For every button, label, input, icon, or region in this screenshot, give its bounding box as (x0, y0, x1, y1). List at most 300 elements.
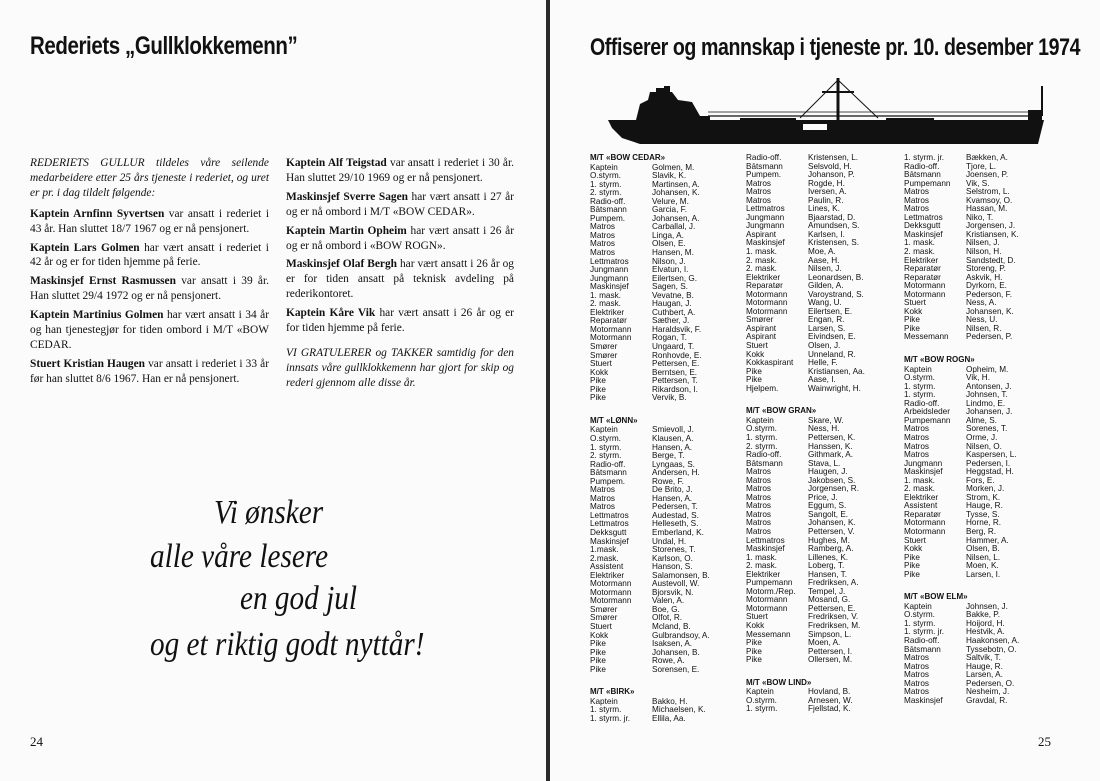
crew-role: Motorm./Rep. (746, 587, 796, 596)
crew-role: Messemann (904, 333, 949, 342)
crew-name: Nilsen, R. (966, 324, 1002, 333)
crew-row (904, 171, 1054, 180)
crew-row (904, 333, 1054, 342)
person-name: Stuert Kristian Haugen (30, 357, 145, 370)
crew-name: Eilertsen, G. (652, 274, 698, 283)
crew-name: Undal, H. (652, 537, 687, 546)
crew-row (590, 309, 740, 318)
crew-role: Jungmann (904, 459, 943, 468)
crew-row (904, 282, 1054, 291)
crew-name: Selstrom, L. (966, 188, 1010, 197)
crew-name: Nesheim, J. (966, 688, 1010, 697)
crew-row (746, 333, 896, 342)
crew-row (746, 571, 896, 580)
crew-name: Vevatne, B. (652, 291, 694, 300)
crew-name: Iversen, A. (808, 188, 847, 197)
crew-role: O.styrm. (746, 696, 777, 705)
crew-row (590, 706, 740, 715)
crew-row (746, 376, 896, 385)
crew-row (904, 688, 1054, 697)
crew-name: Kristensen, L. (808, 154, 859, 162)
crew-row (590, 240, 740, 249)
crew-row (590, 360, 740, 369)
crew-name: Olsen, E. (652, 240, 686, 249)
crew-role: Matros (904, 433, 930, 442)
crew-row (904, 571, 1054, 580)
crew-name: Skare, W. (808, 416, 844, 425)
crew-row (904, 257, 1054, 266)
crew-role: Stuert (590, 622, 612, 631)
article-column-1 (30, 156, 269, 391)
crew-name: Jorgensen, R. (808, 485, 859, 494)
crew-role: Maskinsjef (746, 545, 785, 554)
crew-name: Hughes, M. (808, 536, 850, 545)
article-closing: VI GRATULERER og TAKKER samtidig for den innsats våre gullklokkemenn har gjort for skip og rederi gjennom alle disse år. (286, 346, 514, 389)
crew-role: Maskinsjef (746, 239, 785, 248)
person-name: Kaptein Alf Teigstad (286, 157, 387, 169)
crew-row (590, 435, 740, 444)
person-name: Kaptein Kåre Vik (286, 307, 376, 320)
crew-name: Morken, J. (966, 485, 1005, 494)
crew-row (904, 299, 1054, 308)
article-paragraph (30, 274, 269, 304)
crew-role: Pike (590, 377, 606, 386)
crew-name: Olsen, B. (966, 545, 1000, 554)
crew-role: 2.mask. (590, 554, 619, 563)
crew-row (746, 197, 896, 206)
ship-crew-block (904, 593, 1054, 705)
crew-role: Pumpemann (904, 179, 951, 188)
crew-row (746, 631, 896, 640)
crew-role: Kokk (746, 350, 765, 359)
crew-name: Berge, T. (652, 452, 685, 461)
crew-role: Pike (590, 657, 606, 666)
crew-name: Nilson, J. (652, 257, 686, 266)
crew-role: Motormann (590, 325, 632, 334)
crew-role: Reparatør (746, 282, 783, 291)
person-service-text: har vært ansatt i rederiet i 42 år og er for tiden hjemme på ferie. (30, 241, 269, 269)
crew-row (590, 266, 740, 275)
crew-row (904, 163, 1054, 172)
crew-role: 1. styrm. (590, 706, 622, 715)
crew-row (904, 443, 1054, 452)
crew-name: Sagen, S. (652, 283, 688, 292)
crew-name: Bakke, P. (966, 611, 1000, 620)
crew-row (746, 274, 896, 283)
crew-name: Varoystrand, S. (808, 290, 864, 299)
crew-row (746, 477, 896, 486)
crew-row (904, 680, 1054, 689)
crew-name: Olsen, J. (808, 342, 841, 351)
crew-role: 2. mask. (904, 248, 935, 257)
crew-row (904, 417, 1054, 426)
crew-row (746, 579, 896, 588)
crew-name: Slavik, K. (652, 172, 687, 181)
crew-name: Aase, I. (808, 376, 836, 385)
crew-role: Matros (590, 223, 616, 232)
crew-name: Hanson, S. (652, 563, 693, 572)
crew-row (590, 352, 740, 361)
crew-name: Andersen, H. (652, 469, 700, 478)
crew-role: Båtsmann (590, 469, 627, 478)
crew-row (590, 495, 740, 504)
crew-name: Kristensen, S. (808, 239, 859, 248)
crew-row (746, 545, 896, 554)
crew-name: Johansen, K. (966, 307, 1014, 316)
crew-name: Alme, S. (966, 416, 997, 425)
crew-role: Reparatør (904, 265, 941, 274)
crew-row (746, 605, 896, 614)
crew-row (590, 589, 740, 598)
crew-role: Elektriker (904, 493, 939, 502)
crew-name: Leonardsen, B. (808, 273, 864, 282)
crew-row (904, 408, 1054, 417)
crew-row (904, 239, 1054, 248)
crew-row (746, 562, 896, 571)
crew-role: Reparatør (904, 273, 941, 282)
crew-role: 1. styrm. (904, 382, 936, 391)
crew-row (746, 231, 896, 240)
crew-row (590, 444, 740, 453)
crew-name: Nilsen, O. (966, 442, 1002, 451)
crew-role: Matros (746, 468, 772, 477)
crew-name: Olfot, R. (652, 614, 683, 623)
crew-role: Radio-off. (746, 451, 782, 460)
crew-name: Bjaarstad, D. (808, 213, 856, 222)
crew-role: 2. styrm. (590, 189, 622, 198)
crew-row (904, 308, 1054, 317)
crew-row (590, 189, 740, 198)
crew-name: Nilsen, J. (966, 239, 1000, 248)
ship-name: M/T «BOW ELM» (904, 592, 968, 602)
crew-role: Matros (904, 451, 930, 460)
crew-role: Maskinsjef (590, 537, 629, 546)
crew-row (590, 478, 740, 487)
crew-role: Jungmann (590, 274, 629, 283)
crew-row (904, 554, 1054, 563)
crew-role: Motormann (746, 596, 788, 605)
crew-row (904, 528, 1054, 537)
crew-row (904, 248, 1054, 257)
crew-role: Motormann (590, 580, 632, 589)
crew-name: Moen, A. (808, 639, 841, 648)
ship-crew-block (590, 154, 740, 403)
crew-name: Johansen, J. (966, 408, 1013, 417)
crew-role: Jungmann (590, 266, 629, 275)
crew-name: Hansen, T. (808, 570, 847, 579)
ship-crew-block (746, 679, 896, 714)
crew-name: Simpson, L. (808, 630, 852, 639)
crew-role: Stuert (746, 342, 768, 351)
person-service-text: har vært ansatt i 26 år og er for tiden ansatt på teknisk avdeling på rederikontoret. (286, 258, 514, 301)
crew-row (590, 666, 740, 675)
crew-name: Eggum, S. (808, 502, 847, 511)
crew-row (904, 628, 1054, 637)
crew-name: Berntsen, E. (652, 368, 698, 377)
crew-name: Tjore, L. (966, 162, 997, 171)
crew-name: Karlson, O. (652, 554, 693, 563)
crew-role: Matros (746, 527, 772, 536)
crew-name: Jorgensen, J. (966, 222, 1016, 231)
crew-role: Båtsmann (746, 459, 783, 468)
crew-role: Matros (590, 249, 616, 258)
crew-role: Matros (904, 671, 930, 680)
crew-role: Matros (746, 493, 772, 502)
crew-row (904, 434, 1054, 443)
crew-name: Audestad, S. (652, 511, 699, 520)
crew-role: Messemann (746, 630, 791, 639)
crew-role: 1. styrm. (746, 433, 778, 442)
crew-name: Hestvik, A. (966, 628, 1005, 637)
crew-name: Mcland, B. (652, 622, 691, 631)
crew-row (590, 377, 740, 386)
crew-row (590, 632, 740, 641)
crew-role: 2. mask. (904, 485, 935, 494)
crew-row (904, 197, 1054, 206)
crew-role: Matros (746, 510, 772, 519)
crew-role: Motormann (904, 290, 946, 299)
crew-role: Matros (904, 654, 930, 663)
crew-role: O.styrm. (590, 434, 621, 443)
crew-row (746, 308, 896, 317)
crew-name: Heggstad, H. (966, 468, 1014, 477)
crew-name: Hassan, M. (966, 205, 1008, 214)
crew-role: 2. mask. (746, 265, 777, 274)
crew-name: Moe, A. (808, 248, 836, 257)
crew-role: Lettmatros (746, 205, 785, 214)
crew-row (590, 394, 740, 403)
crew-role: Matros (590, 486, 616, 495)
crew-role: Pumpem. (746, 171, 782, 180)
crew-role: Matros (746, 188, 772, 197)
crew-role: Elektriker (746, 570, 781, 579)
crew-role: Matros (746, 485, 772, 494)
crew-role: Pike (904, 570, 920, 579)
left-page (0, 0, 548, 781)
crew-name: Eilertsen, E. (808, 307, 853, 316)
crew-row (904, 637, 1054, 646)
greeting-line-2: alle våre lesere (150, 538, 329, 575)
crew-name: Valen, A. (652, 597, 685, 606)
person-name: Maskinsjef Sverre Sagen (286, 190, 409, 203)
right-page-title: Offiserer og mannskap i tjeneste pr. 10. desember 1974 (590, 34, 1081, 61)
crew-role: Smører (590, 605, 618, 614)
crew-name: Pettersen, V. (808, 527, 855, 536)
person-name: Kaptein Lars Golmen (30, 241, 140, 254)
crew-role: 2. styrm. (746, 442, 778, 451)
crew-row (746, 171, 896, 180)
crew-role: Dekksgutt (590, 528, 627, 537)
crew-name: Pettersen, T. (652, 377, 698, 386)
crew-name: Nilson, H. (966, 248, 1002, 257)
crew-name: Gulbrandsoy, A. (652, 631, 710, 640)
crew-role: Reparatør (590, 317, 627, 326)
crew-row (590, 657, 740, 666)
crew-role: Motormann (904, 527, 946, 536)
crew-role: Matros (746, 179, 772, 188)
crew-name: Rikardson, I. (652, 385, 698, 394)
crew-row (746, 154, 896, 163)
crew-name: Ellila, Aa. (652, 714, 686, 723)
crew-name: Nilsen, J. (808, 265, 842, 274)
crew-role: Båtsmann (746, 162, 783, 171)
crew-role: Jungmann (746, 222, 785, 231)
crew-role: Båtsmann (904, 645, 941, 654)
crew-name: Rogan, T. (652, 334, 687, 343)
crew-row (590, 503, 740, 512)
page-number-left: 24 (30, 734, 43, 749)
crew-name: Hauge, R. (966, 502, 1003, 511)
crew-row (904, 485, 1054, 494)
crew-row (746, 596, 896, 605)
crew-row (746, 519, 896, 528)
crew-name: Michaelsen, K. (652, 706, 706, 715)
crew-row (746, 299, 896, 308)
crew-name: Johansen, K. (652, 189, 700, 198)
crew-role: 1. mask. (904, 239, 935, 248)
person-service-text: var ansatt i 39 år. Han sluttet 29/4 1972 og er nå pensjonert. (30, 275, 269, 303)
crew-role: Elektriker (590, 308, 625, 317)
crew-row (590, 258, 740, 267)
person-service-text: var ansatt i rederiet i 43 år. Han sluttet 18/7 1967 og er nå pensjonert. (30, 207, 269, 235)
crew-role: Elektriker (904, 256, 939, 265)
ship-crew-block (746, 154, 896, 393)
crew-role: Dekksgutt (904, 222, 941, 231)
crew-row (590, 623, 740, 632)
article-paragraph (30, 207, 269, 237)
crew-role: Matros (590, 494, 616, 503)
crew-role: Motormann (904, 282, 946, 291)
crew-row (904, 400, 1054, 409)
crew-name: Johanson, P. (808, 171, 855, 180)
crew-row (590, 486, 740, 495)
crew-name: Vik, S. (966, 179, 990, 188)
crew-name: Price, J. (808, 493, 838, 502)
crew-role: Pike (904, 324, 920, 333)
crew-name: Lines, K. (808, 205, 840, 214)
crew-role: Radio-off. (746, 154, 782, 162)
crew-role: Elektriker (590, 571, 625, 580)
crew-row (590, 164, 740, 173)
crew-name: Tempel, J. (808, 587, 846, 596)
crew-name: Martinsen, A. (652, 180, 700, 189)
crew-role: Elektriker (746, 273, 781, 282)
crew-row (746, 511, 896, 520)
crew-role: Pike (746, 639, 762, 648)
crew-row (904, 611, 1054, 620)
crew-role: Matros (746, 196, 772, 205)
crew-role: Kokk (590, 368, 609, 377)
crew-name: Vik, H. (966, 374, 990, 383)
crew-name: Sangolt, E. (808, 510, 849, 519)
crew-name: Sorenes, T. (966, 425, 1008, 434)
crew-name: Moen, K. (966, 562, 999, 571)
crew-name: Githmark, A. (808, 451, 854, 460)
crew-role: Pike (590, 394, 606, 403)
crew-row (904, 477, 1054, 486)
crew-name: Joensen, P. (966, 171, 1009, 180)
person-name: Kaptein Martinius Golmen (30, 309, 164, 322)
crew-row (746, 265, 896, 274)
crew-role: 1. styrm. (904, 391, 936, 400)
crew-role: Matros (746, 476, 772, 485)
crew-role: Matros (904, 442, 930, 451)
crew-role: Aspirant (746, 230, 777, 239)
crew-name: Ness, A. (966, 299, 997, 308)
crew-row (904, 188, 1054, 197)
crew-name: Larsen, I. (966, 570, 1001, 579)
crew-name: Wang, U. (808, 299, 842, 308)
crew-row (746, 222, 896, 231)
crew-row (904, 425, 1054, 434)
crew-name: Larsen, A. (966, 671, 1003, 680)
crew-row (590, 369, 740, 378)
crew-row (746, 188, 896, 197)
crew-role: Pike (904, 553, 920, 562)
crew-row (590, 649, 740, 658)
crew-row (746, 613, 896, 622)
crew-row (746, 368, 896, 377)
crew-row (904, 697, 1054, 706)
crew-name: Velure, M. (652, 197, 689, 206)
crew-name: Loberg, T. (808, 562, 845, 571)
crew-row (904, 545, 1054, 554)
crew-row (746, 325, 896, 334)
crew-role: Matros (904, 679, 930, 688)
crew-row (904, 291, 1054, 300)
crew-name: Hansen, A. (652, 443, 693, 452)
crew-row (904, 562, 1054, 571)
crew-role: 1. mask. (746, 553, 777, 562)
ship-crew-block (746, 407, 896, 664)
crew-role: Kokk (904, 307, 923, 316)
crew-name: Sæther, J. (652, 317, 690, 326)
crew-role: Pike (590, 385, 606, 394)
crew-name: Opheim, M. (966, 365, 1009, 374)
crew-name: Hoijord, H. (966, 619, 1005, 628)
crew-row (590, 572, 740, 581)
crew-row (904, 603, 1054, 612)
crew-role: Maskinsjef (904, 696, 943, 705)
crew-row (590, 198, 740, 207)
crew-name: Nilsen, L. (966, 553, 1001, 562)
crew-row (746, 434, 896, 443)
crew-role: Jungmann (746, 213, 785, 222)
crew-name: Hansen, M. (652, 249, 694, 258)
crew-row (904, 265, 1054, 274)
crew-name: Bakko, H. (652, 697, 688, 706)
crew-name: Garcia, F. (652, 206, 688, 215)
crew-row (746, 239, 896, 248)
crew-role: O.styrm. (746, 425, 777, 434)
crew-name: Pederson, F. (966, 290, 1012, 299)
person-service-text: var ansatt i rederiet i 30 år. Han sluttet 29/10 1969 og er nå pensjonert. (286, 157, 515, 184)
crew-role: Matros (590, 240, 616, 249)
crew-name: Linga, A. (652, 231, 684, 240)
crew-name: Cuthbert, A. (652, 308, 696, 317)
crew-row (904, 646, 1054, 655)
crew-role: Hjelpem. (746, 384, 779, 393)
crew-name: Isaksen, A. (652, 640, 693, 649)
crew-role: Pike (746, 656, 762, 665)
crew-name: Berg, R. (966, 527, 997, 536)
crew-role: Kokk (904, 545, 923, 554)
ship-name: M/T «BOW CEDAR» (590, 153, 666, 162)
crew-name: Gravdal, R. (966, 696, 1008, 705)
crew-column-1 (590, 154, 740, 737)
crew-name: Smievoll, J. (652, 426, 694, 435)
crew-row (746, 485, 896, 494)
